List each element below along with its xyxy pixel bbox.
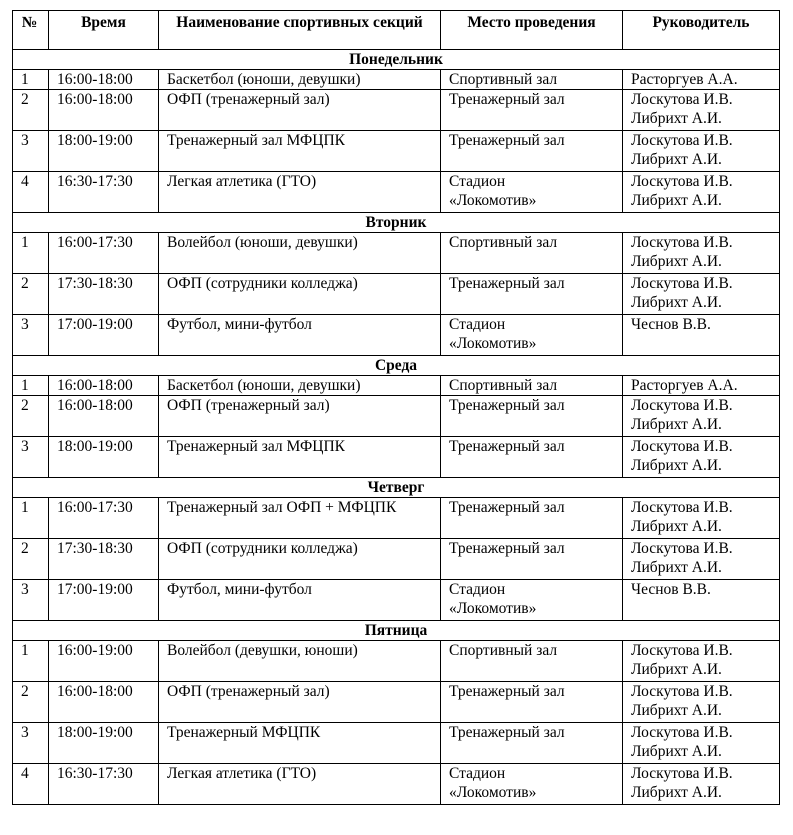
day-header-row — [13, 50, 780, 70]
day-name: Пятница — [13, 621, 780, 641]
leader-line: Лоскутова И.В. — [631, 499, 733, 516]
cell-time: 18:00-19:00 — [49, 131, 159, 172]
cell-time: 16:00-18:00 — [49, 70, 159, 90]
cell-leader — [623, 90, 780, 131]
day-header-row — [13, 356, 780, 376]
cell-place — [441, 396, 623, 437]
leader-line: Расторгуев А.А. — [631, 71, 738, 88]
place-line: Тренажерный зал — [449, 91, 565, 108]
day-name: Понедельник — [13, 50, 780, 70]
table-row — [13, 396, 780, 437]
cell-section-name: ОФП (тренажерный зал) — [159, 90, 441, 131]
cell-time: 16:30-17:30 — [49, 172, 159, 213]
cell-place — [441, 315, 623, 356]
cell-leader — [623, 315, 780, 356]
cell-num: 1 — [13, 233, 49, 274]
cell-time: 17:00-19:00 — [49, 580, 159, 621]
table-row — [13, 233, 780, 274]
cell-leader — [623, 580, 780, 621]
cell-num: 1 — [13, 70, 49, 90]
cell-num: 4 — [13, 172, 49, 213]
cell-num: 2 — [13, 682, 49, 723]
cell-time: 17:30-18:30 — [49, 539, 159, 580]
cell-leader — [623, 70, 780, 90]
cell-place — [441, 172, 623, 213]
cell-time: 16:30-17:30 — [49, 764, 159, 805]
cell-num: 3 — [13, 437, 49, 478]
schedule-body — [13, 50, 780, 805]
cell-num: 2 — [13, 396, 49, 437]
leader-line: Лоскутова И.В. — [631, 683, 733, 700]
table-row — [13, 764, 780, 805]
leader-line: Лоскутова И.В. — [631, 234, 733, 251]
cell-place — [441, 498, 623, 539]
place-line: Тренажерный зал — [449, 683, 565, 700]
cell-time: 16:00-18:00 — [49, 396, 159, 437]
table-row — [13, 90, 780, 131]
place-line: «Локомотив» — [449, 192, 537, 209]
leader-line: Лоскутова И.В. — [631, 91, 733, 108]
cell-time: 17:30-18:30 — [49, 274, 159, 315]
cell-num: 1 — [13, 641, 49, 682]
leader-line: Либрихт А.И. — [631, 294, 722, 311]
leader-line: Либрихт А.И. — [631, 457, 722, 474]
leader-line: Лоскутова И.В. — [631, 540, 733, 557]
cell-time: 16:00-17:30 — [49, 498, 159, 539]
leader-line: Либрихт А.И. — [631, 151, 722, 168]
cell-num: 1 — [13, 376, 49, 396]
cell-place — [441, 764, 623, 805]
header-leader: Руководитель — [623, 11, 780, 50]
place-line: Спортивный зал — [449, 377, 558, 394]
table-row — [13, 70, 780, 90]
table-row — [13, 682, 780, 723]
leader-line: Либрихт А.И. — [631, 661, 722, 678]
table-row — [13, 376, 780, 396]
place-line: Тренажерный зал — [449, 724, 565, 741]
place-line: Тренажерный зал — [449, 275, 565, 292]
cell-leader — [623, 723, 780, 764]
schedule-table — [12, 10, 780, 805]
cell-leader — [623, 172, 780, 213]
cell-section-name: Тренажерный зал МФЦПК — [159, 437, 441, 478]
cell-section-name: Волейбол (юноши, девушки) — [159, 233, 441, 274]
leader-line: Лоскутова И.В. — [631, 438, 733, 455]
cell-num: 3 — [13, 315, 49, 356]
cell-num: 3 — [13, 723, 49, 764]
cell-time: 18:00-19:00 — [49, 723, 159, 764]
cell-num: 3 — [13, 131, 49, 172]
cell-place — [441, 580, 623, 621]
leader-line: Либрихт А.И. — [631, 743, 722, 760]
cell-time: 18:00-19:00 — [49, 437, 159, 478]
leader-line: Лоскутова И.В. — [631, 642, 733, 659]
table-row — [13, 580, 780, 621]
place-line: «Локомотив» — [449, 784, 537, 801]
table-row — [13, 539, 780, 580]
place-line: Тренажерный зал — [449, 499, 565, 516]
cell-leader — [623, 274, 780, 315]
header-time: Время — [49, 11, 159, 50]
cell-section-name: Тренажерный зал МФЦПК — [159, 131, 441, 172]
table-row — [13, 437, 780, 478]
place-line: «Локомотив» — [449, 335, 537, 352]
cell-time: 16:00-18:00 — [49, 90, 159, 131]
cell-place — [441, 437, 623, 478]
leader-line: Либрихт А.И. — [631, 518, 722, 535]
leader-line: Лоскутова И.В. — [631, 275, 733, 292]
header-section-name: Наименование спортивных секций — [159, 11, 441, 50]
cell-leader — [623, 376, 780, 396]
cell-section-name: Баскетбол (юноши, девушки) — [159, 376, 441, 396]
cell-time: 16:00-19:00 — [49, 641, 159, 682]
table-row — [13, 723, 780, 764]
leader-line: Лоскутова И.В. — [631, 765, 733, 782]
cell-leader — [623, 131, 780, 172]
table-row — [13, 641, 780, 682]
cell-place — [441, 682, 623, 723]
cell-num: 3 — [13, 580, 49, 621]
cell-leader — [623, 682, 780, 723]
cell-place — [441, 539, 623, 580]
place-line: Стадион — [449, 173, 506, 190]
cell-num: 4 — [13, 764, 49, 805]
cell-time: 17:00-19:00 — [49, 315, 159, 356]
day-header-row — [13, 621, 780, 641]
cell-place — [441, 274, 623, 315]
cell-section-name: ОФП (тренажерный зал) — [159, 682, 441, 723]
cell-section-name: Волейбол (девушки, юноши) — [159, 641, 441, 682]
place-line: Спортивный зал — [449, 234, 558, 251]
cell-place — [441, 376, 623, 396]
cell-section-name: Баскетбол (юноши, девушки) — [159, 70, 441, 90]
place-line: Тренажерный зал — [449, 438, 565, 455]
place-line: Стадион — [449, 765, 506, 782]
cell-place — [441, 641, 623, 682]
table-row — [13, 498, 780, 539]
table-row — [13, 131, 780, 172]
leader-line: Либрихт А.И. — [631, 784, 722, 801]
cell-section-name: Легкая атлетика (ГТО) — [159, 764, 441, 805]
place-line: Спортивный зал — [449, 71, 558, 88]
leader-line: Чеснов В.В. — [631, 581, 711, 598]
leader-line: Либрихт А.И. — [631, 110, 722, 127]
leader-line: Лоскутова И.В. — [631, 132, 733, 149]
cell-leader — [623, 233, 780, 274]
day-name: Четверг — [13, 478, 780, 498]
header-row — [13, 11, 780, 50]
leader-line: Лоскутова И.В. — [631, 397, 733, 414]
leader-line: Либрихт А.И. — [631, 702, 722, 719]
cell-section-name: Футбол, мини-футбол — [159, 580, 441, 621]
cell-leader — [623, 641, 780, 682]
cell-place — [441, 70, 623, 90]
table-row — [13, 172, 780, 213]
cell-leader — [623, 437, 780, 478]
day-name: Среда — [13, 356, 780, 376]
cell-num: 2 — [13, 539, 49, 580]
cell-time: 16:00-18:00 — [49, 682, 159, 723]
cell-leader — [623, 396, 780, 437]
day-header-row — [13, 478, 780, 498]
cell-section-name: ОФП (сотрудники колледжа) — [159, 539, 441, 580]
leader-line: Либрихт А.И. — [631, 416, 722, 433]
leader-line: Лоскутова И.В. — [631, 724, 733, 741]
cell-place — [441, 131, 623, 172]
table-row — [13, 274, 780, 315]
cell-place — [441, 90, 623, 131]
leader-line: Чеснов В.В. — [631, 316, 711, 333]
header-place: Место проведения — [441, 11, 623, 50]
leader-line: Либрихт А.И. — [631, 192, 722, 209]
cell-section-name: Тренажерный МФЦПК — [159, 723, 441, 764]
cell-section-name: Тренажерный зал ОФП + МФЦПК — [159, 498, 441, 539]
place-line: Тренажерный зал — [449, 540, 565, 557]
cell-section-name: ОФП (тренажерный зал) — [159, 396, 441, 437]
cell-leader — [623, 498, 780, 539]
day-name: Вторник — [13, 213, 780, 233]
cell-leader — [623, 764, 780, 805]
cell-section-name: ОФП (сотрудники колледжа) — [159, 274, 441, 315]
cell-leader — [623, 539, 780, 580]
table-row — [13, 315, 780, 356]
cell-num: 2 — [13, 90, 49, 131]
leader-line: Лоскутова И.В. — [631, 173, 733, 190]
leader-line: Либрихт А.И. — [631, 559, 722, 576]
cell-section-name: Футбол, мини-футбол — [159, 315, 441, 356]
place-line: Стадион — [449, 316, 506, 333]
day-header-row — [13, 213, 780, 233]
cell-time: 16:00-17:30 — [49, 233, 159, 274]
cell-time: 16:00-18:00 — [49, 376, 159, 396]
cell-place — [441, 723, 623, 764]
cell-section-name: Легкая атлетика (ГТО) — [159, 172, 441, 213]
place-line: Тренажерный зал — [449, 397, 565, 414]
header-num: № — [13, 11, 49, 50]
leader-line: Расторгуев А.А. — [631, 377, 738, 394]
cell-place — [441, 233, 623, 274]
cell-num: 1 — [13, 498, 49, 539]
cell-num: 2 — [13, 274, 49, 315]
place-line: Спортивный зал — [449, 642, 558, 659]
place-line: «Локомотив» — [449, 600, 537, 617]
place-line: Стадион — [449, 581, 506, 598]
leader-line: Либрихт А.И. — [631, 253, 722, 270]
place-line: Тренажерный зал — [449, 132, 565, 149]
